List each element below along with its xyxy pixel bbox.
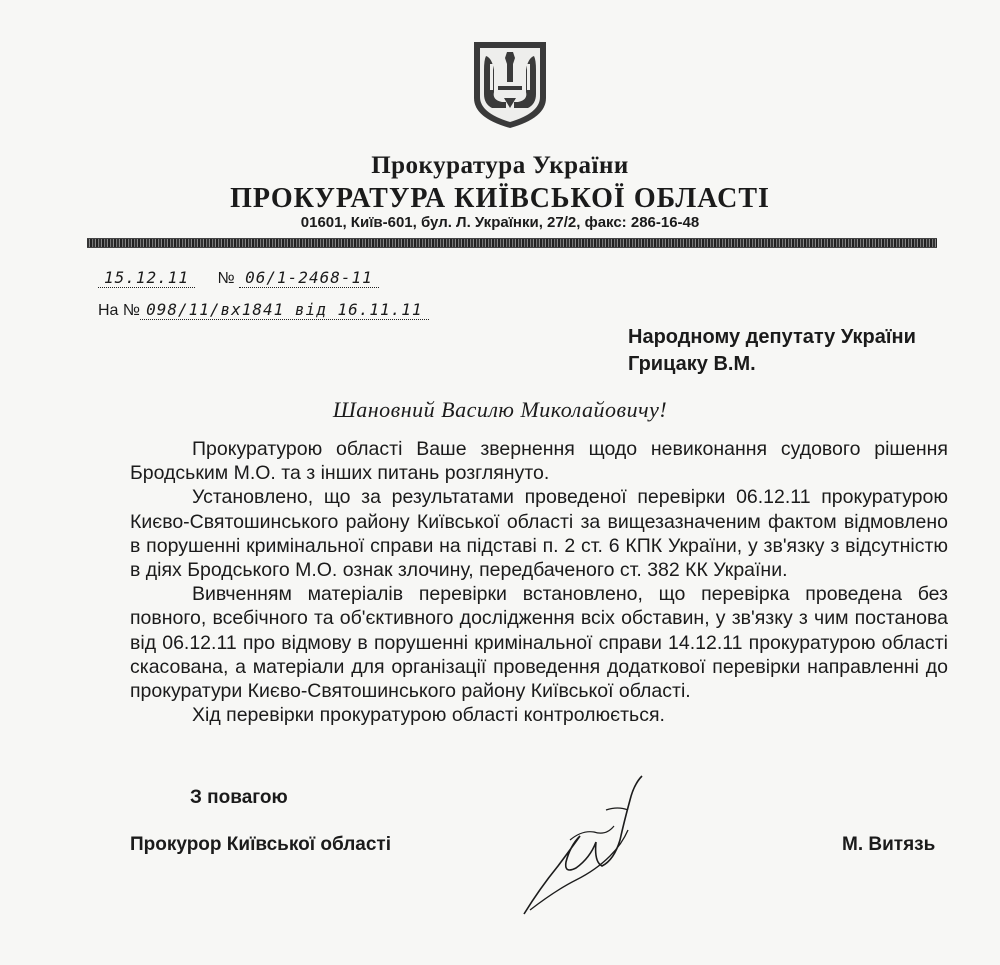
outgoing-date: 15.12.11	[98, 268, 195, 288]
closing-regards: З повагою	[190, 787, 288, 808]
body-paragraph-1: Прокуратурою області Ваше звернення щодо невиконання судового рішення Бродським М.О. та з інших питань розглянуто.	[130, 438, 948, 485]
letter-body	[130, 437, 948, 727]
body-paragraph-4: Хід перевірки прокуратурою області контролюється.	[192, 704, 665, 727]
outgoing-registration	[98, 268, 379, 288]
signer-title: Прокурор Київської області	[130, 834, 392, 855]
signer-name: М. Витязь	[842, 834, 936, 855]
body-paragraph-3: Вивченням матеріалів перевірки встановлено, що перевірка проведена без повного, всебічного та об'єктивного дослідження всіх обставин, у зв'язку з чим постанова від 06.12.11 про відмову в порушенні кримінальної справи 14.12.11 прокуратурою області скасована, а матеріали для організації проведення додаткової перевірки направленні до прокуратури Києво-Святошинського району Київської області.	[130, 583, 948, 703]
salutation: Шановний Василю Миколайовичу!	[332, 397, 668, 422]
outgoing-number: 06/1-2468-11	[239, 268, 379, 288]
addressee-line-1: Народному депутату України	[628, 326, 916, 348]
body-paragraph-2: Установлено, що за результатами проведеної перевірки 06.12.11 прокуратурою Києво-Святошинського району Київської області за вищезазначеним фактом відмовлено в порушенні кримінальної справи на підставі п. 2 ст. 6 КПК України, у зв'язку з відсутністю в діях Бродського М.О. ознак злочину, передбаченого ст. 382 КК України.	[130, 486, 948, 582]
reply-reference	[98, 300, 429, 320]
org-address: 01601, Київ-601, бул. Л. Українки, 27/2, факс: 286-16-48	[300, 214, 700, 231]
addressee-line-2: Грицаку В.М.	[628, 353, 756, 375]
addressee-block	[628, 324, 916, 378]
trident-emblem-icon	[470, 40, 550, 130]
number-label: №	[217, 270, 235, 287]
reply-ref-value: 098/11/вх1841 від 16.11.11	[140, 300, 428, 320]
header-divider	[87, 238, 937, 248]
org-parent-title: Прокуратура України	[371, 152, 629, 179]
reply-label: На №	[98, 302, 141, 319]
org-name-title: ПРОКУРАТУРА КИЇВСЬКОЇ ОБЛАСТІ	[230, 183, 770, 214]
handwritten-signature-icon	[510, 770, 670, 920]
